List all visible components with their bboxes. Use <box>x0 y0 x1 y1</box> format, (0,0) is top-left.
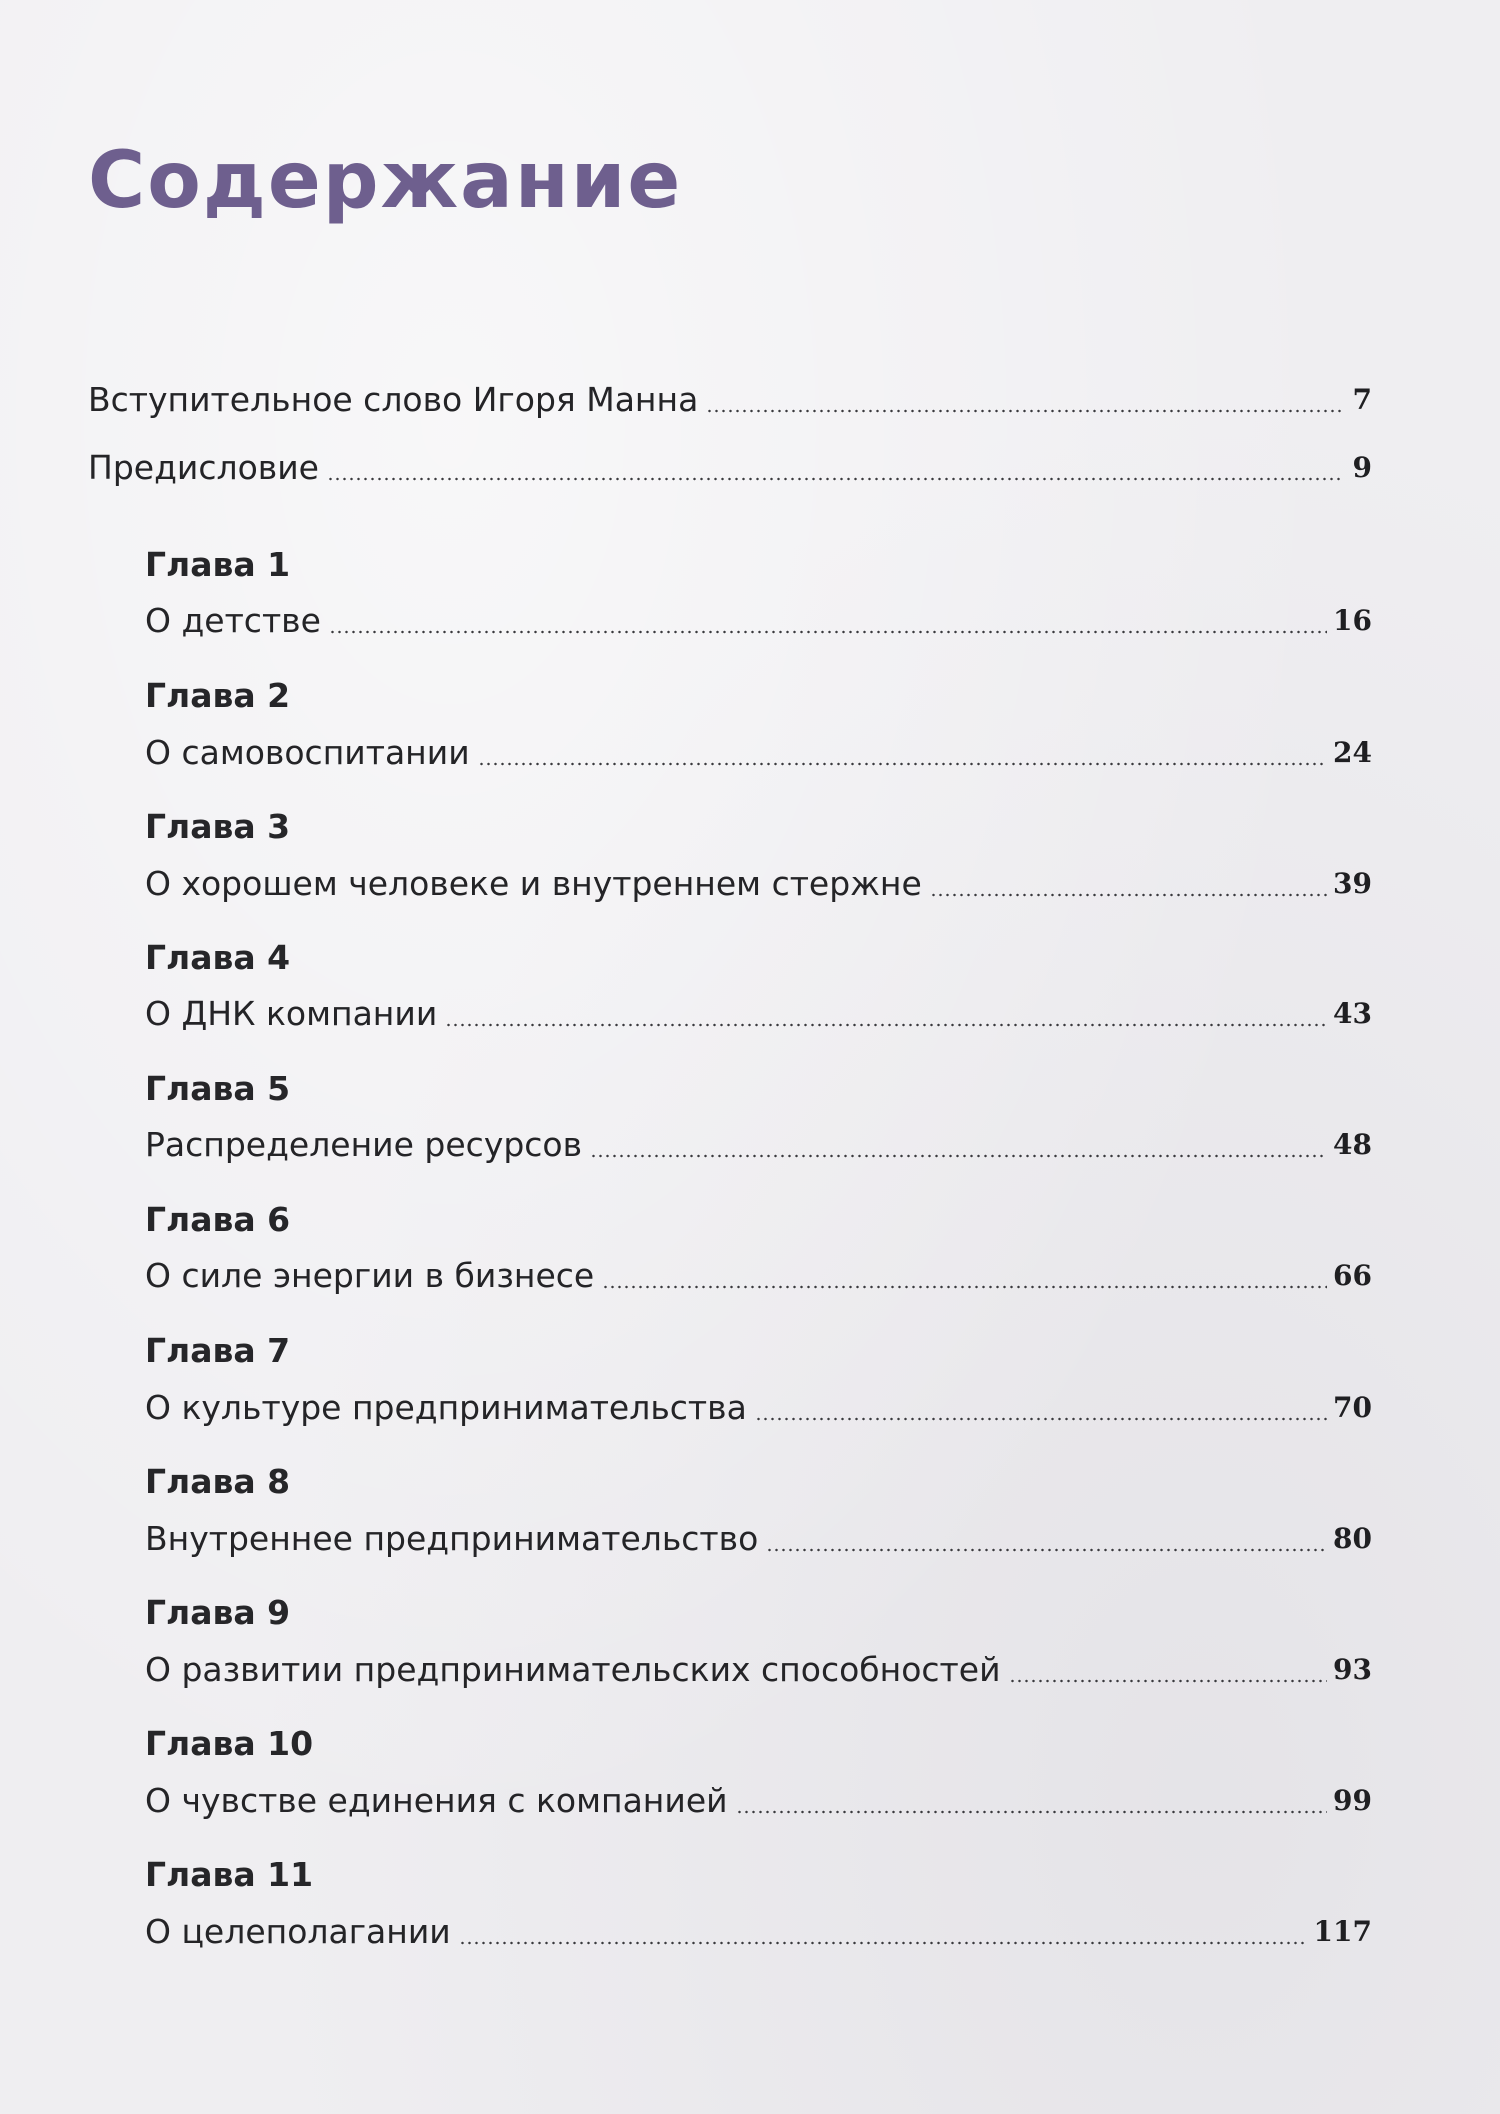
toc-page-number: 117 <box>1313 1915 1372 1948</box>
toc-page-number: 9 <box>1352 451 1372 484</box>
toc-page-number: 99 <box>1333 1784 1372 1817</box>
toc-entry-chapter-10[interactable] <box>145 1779 1372 1823</box>
toc-entry-title: О хорошем человеке и внутреннем стержне <box>145 864 922 903</box>
toc-entry-title: О целеполагании <box>145 1912 451 1951</box>
chapter-label: Глава 10 <box>145 1724 314 1763</box>
toc-page-number: 39 <box>1333 867 1372 900</box>
dot-leader <box>602 1285 1327 1289</box>
toc-entry-chapter-11[interactable] <box>145 1910 1372 1954</box>
dot-leader <box>329 630 1327 634</box>
toc-entry-chapter-5[interactable] <box>145 1123 1372 1167</box>
toc-entry-chapter-8[interactable] <box>145 1517 1372 1561</box>
chapter-label: Глава 3 <box>145 807 291 846</box>
dot-leader <box>590 1154 1327 1158</box>
toc-entry-chapter-7[interactable] <box>145 1386 1372 1430</box>
toc-entry-title: О чувстве единения с компанией <box>145 1781 728 1820</box>
chapter-label: Глава 1 <box>145 545 291 584</box>
dot-leader <box>755 1417 1327 1421</box>
chapter-label: Глава 5 <box>145 1069 291 1108</box>
toc-entry-title: О самовоспитании <box>145 733 470 772</box>
toc-page-number: 7 <box>1352 383 1372 416</box>
page-title: Содержание <box>88 136 683 226</box>
toc-page-number: 16 <box>1333 604 1372 637</box>
chapter-label: Глава 2 <box>145 676 291 715</box>
dot-leader <box>930 893 1327 897</box>
toc-entry-title: Предисловие <box>88 448 319 487</box>
toc-page-number: 66 <box>1333 1259 1372 1292</box>
dot-leader <box>1009 1679 1328 1683</box>
toc-entry-title: О детстве <box>145 601 321 640</box>
toc-entry-title: О ДНК компании <box>145 994 438 1033</box>
toc-entry-title: О силе энергии в бизнесе <box>145 1256 595 1295</box>
toc-entry-title: О развитии предпринимательских способностей <box>145 1650 1001 1689</box>
toc-page-number: 48 <box>1333 1128 1372 1161</box>
dot-leader <box>478 762 1327 766</box>
toc-entry-foreword-mann[interactable] <box>88 378 1372 422</box>
chapter-label: Глава 9 <box>145 1593 291 1632</box>
toc-entry-chapter-1[interactable] <box>145 599 1372 643</box>
toc-page-number: 24 <box>1333 736 1372 769</box>
toc-page-number: 93 <box>1333 1653 1372 1686</box>
dot-leader <box>445 1023 1327 1027</box>
toc-entry-chapter-6[interactable] <box>145 1254 1372 1298</box>
toc-page-number: 43 <box>1333 997 1372 1030</box>
toc-entry-title: Вступительное слово Игоря Манна <box>88 380 699 419</box>
dot-leader <box>766 1548 1327 1552</box>
chapter-label: Глава 4 <box>145 938 291 977</box>
toc-entry-title: О культуре предпринимательства <box>145 1388 747 1427</box>
toc-page-number: 80 <box>1333 1522 1372 1555</box>
chapter-label: Глава 7 <box>145 1331 291 1370</box>
toc-entry-title: Распределение ресурсов <box>145 1125 583 1164</box>
chapter-label: Глава 6 <box>145 1200 291 1239</box>
chapter-label: Глава 11 <box>145 1855 314 1894</box>
chapter-label: Глава 8 <box>145 1462 291 1501</box>
toc-entry-chapter-3[interactable] <box>145 862 1372 906</box>
dot-leader <box>706 409 1342 413</box>
toc-entry-chapter-9[interactable] <box>145 1648 1372 1692</box>
toc-entry-chapter-2[interactable] <box>145 731 1372 775</box>
dot-leader <box>327 477 1342 481</box>
toc-entry-chapter-4[interactable] <box>145 992 1372 1036</box>
toc-entry-preface[interactable] <box>88 446 1372 490</box>
toc-page-number: 70 <box>1333 1391 1372 1424</box>
dot-leader <box>736 1810 1327 1814</box>
dot-leader <box>459 1941 1308 1945</box>
toc-entry-title: Внутреннее предпринимательство <box>145 1519 759 1558</box>
